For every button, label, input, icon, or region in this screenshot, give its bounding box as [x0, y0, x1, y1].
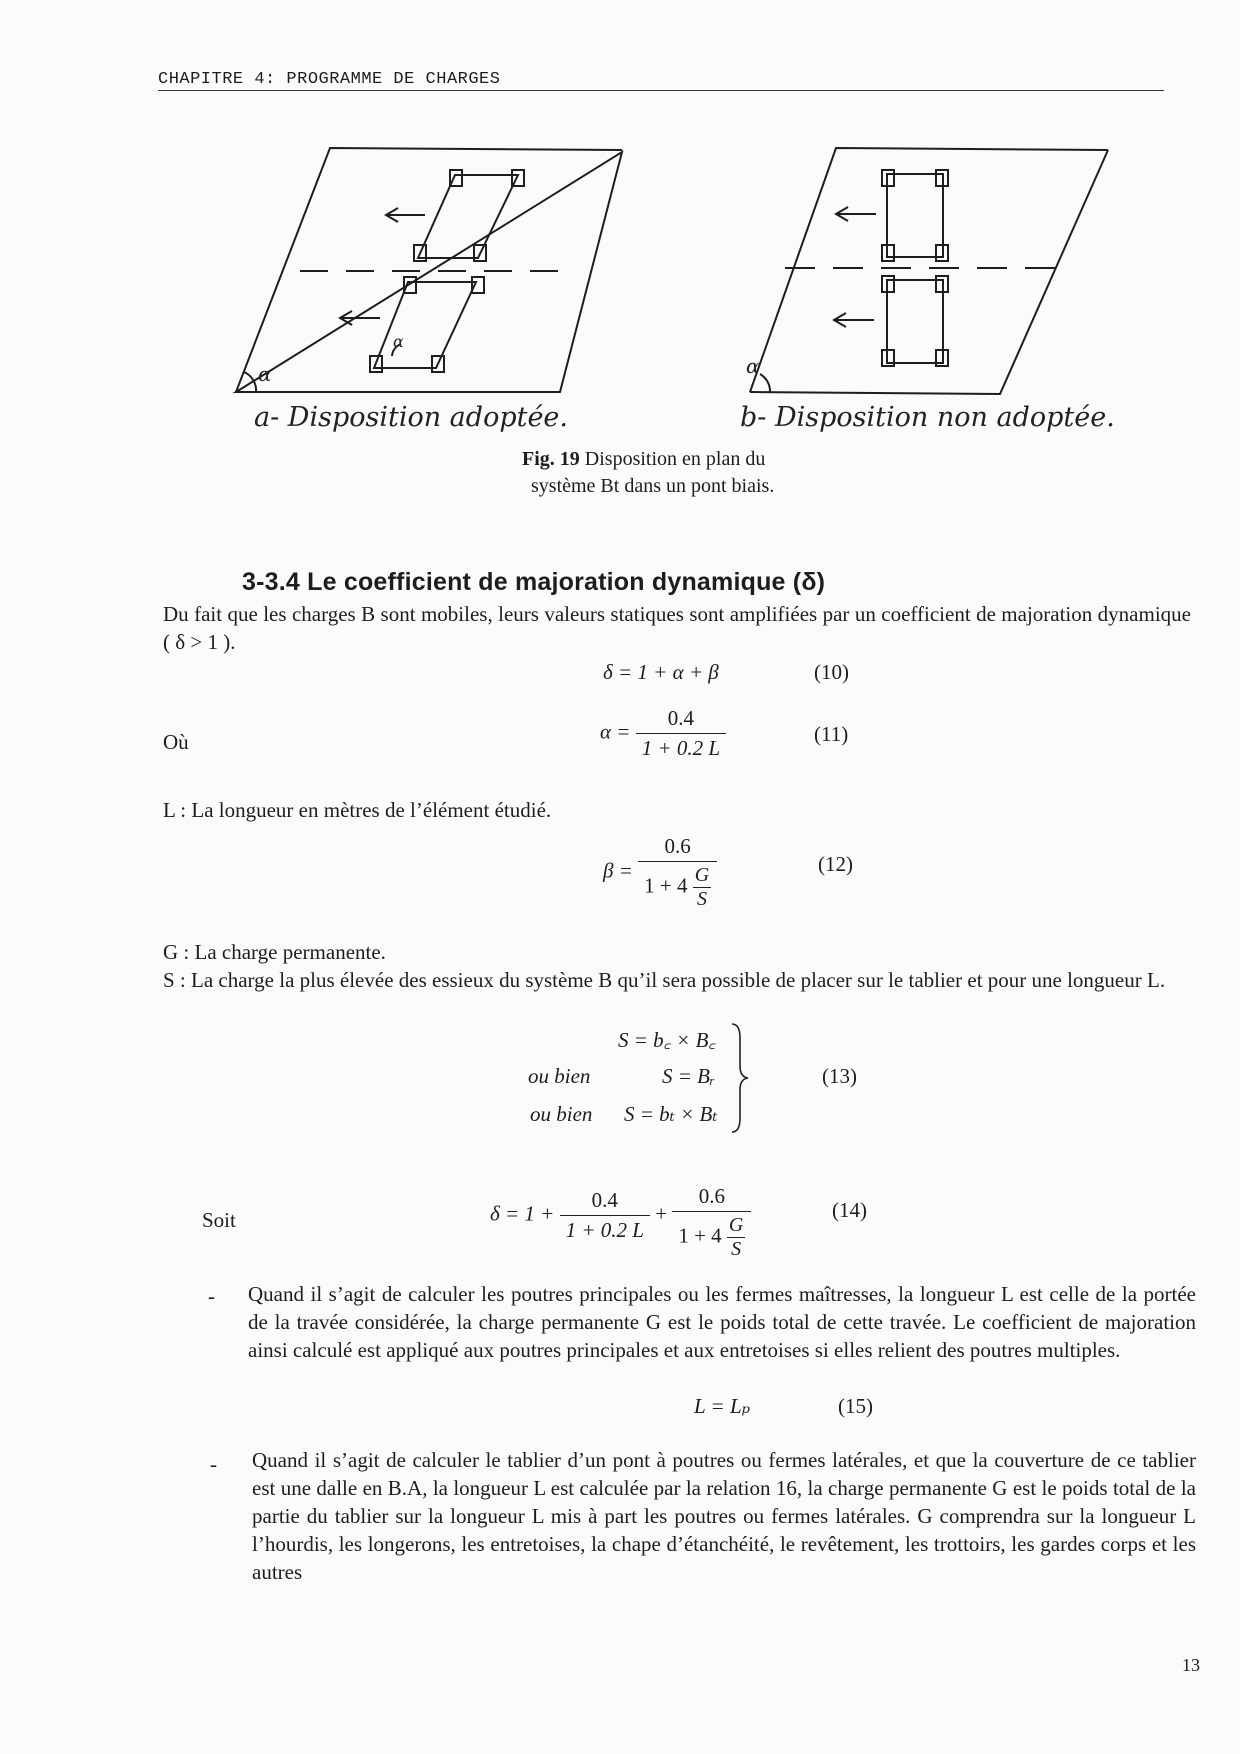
- equation-13-oubien2: ou bien: [530, 1102, 593, 1126]
- chapter-header: CHAPITRE 4: PROGRAMME DE CHARGES: [158, 70, 1164, 91]
- alpha-label-b: α: [746, 354, 760, 378]
- equation-14-numerator-2: 0.6: [672, 1184, 751, 1212]
- equation-12-numerator: 0.6: [638, 834, 717, 862]
- equation-13-line1: S = b꜀ × B꜀: [618, 1028, 716, 1052]
- G-definition: G : La charge permanente.: [163, 940, 386, 964]
- L-definition: L : La longueur en mètres de l’élément étudié.: [163, 798, 552, 822]
- equation-12-number: (12): [818, 852, 853, 876]
- bullet-2-dash: -: [210, 1452, 217, 1476]
- equation-14-plus: +: [655, 1201, 668, 1226]
- page-number: 13: [1182, 1655, 1200, 1675]
- equation-12-lhs: β =: [603, 858, 633, 883]
- equation-15-number: (15): [838, 1394, 873, 1418]
- equation-14-g-over-s: [727, 1214, 745, 1261]
- figure-caption-text1: Disposition en plan du: [584, 448, 766, 470]
- equation-14-numerator-1: 0.4: [560, 1188, 650, 1216]
- figure-19-drawing: [0, 0, 1240, 420]
- S-definition: S : La charge la plus élevée des essieux du système B qu’il sera possible de placer sur le tablier et pour une longueur L.: [163, 968, 1166, 992]
- section-heading: 3-3.4 Le coefficient de majoration dynamique (δ): [242, 568, 826, 596]
- equation-12-denominator: [638, 862, 717, 911]
- equation-13-number: (13): [822, 1064, 857, 1088]
- equation-12: [603, 834, 717, 911]
- equation-10-number: (10): [814, 660, 849, 684]
- soit-label: Soit: [202, 1208, 236, 1232]
- equation-10: δ = 1 + α + β: [603, 660, 719, 684]
- equation-14-S: S: [731, 1238, 742, 1260]
- equation-14-denominator-2: [672, 1212, 751, 1261]
- bullet-1-dash: -: [208, 1284, 215, 1308]
- figure-caption: [522, 446, 774, 500]
- equation-12-fraction: [638, 834, 717, 911]
- equation-12-S: S: [696, 888, 707, 910]
- equation-11-lhs: α =: [600, 719, 631, 744]
- equation-13-line3: S = bₜ × Bₜ: [624, 1102, 718, 1126]
- equation-14-G: G: [728, 1214, 744, 1236]
- equation-14: [490, 1184, 751, 1261]
- equation-11-number: (11): [814, 722, 849, 746]
- alpha-label-a-vehicle: α: [393, 332, 404, 351]
- bullet-2-text: Quand il s’agit de calculer le tablier d’un pont à poutres ou fermes latérales, et que la couverture de ce tablier est une dalle en B.A, la longueur L est calculée par la relation 16, la charge permanente G est le poids total de la partie du tablier sur la longueur L mis à part les poutres ou fermes latérales. G comprendra sur la longueur L l’hourdis, les longerons, les entretoises, la chape d’étanchéité, le revêtement, les trottoirs, les gardes corps et les autres: [252, 1448, 1196, 1584]
- equation-14-lhs: δ = 1 +: [490, 1201, 555, 1226]
- equation-14-number: (14): [832, 1198, 867, 1222]
- equation-12-g-over-s: [693, 864, 711, 911]
- intro-paragraph: Du fait que les charges B sont mobiles, leurs valeurs statiques sont amplifiées par un coefficient de majoration dynamique ( δ > 1 ).: [163, 602, 1191, 654]
- figure-caption-line1: [522, 446, 774, 473]
- equation-12-denominator-base: 1 + 4: [644, 873, 688, 898]
- equation-15: L = Lₚ: [694, 1394, 751, 1418]
- panel-a-frame-partial: [236, 152, 622, 392]
- ou-label: Où: [163, 730, 189, 754]
- equation-13-line2: S = Bᵣ: [662, 1064, 716, 1088]
- alpha-label-a: α: [258, 362, 272, 386]
- equation-14-fraction-1: [560, 1188, 650, 1243]
- equation-12-G: G: [694, 864, 710, 886]
- figure-number: Fig. 19: [522, 448, 580, 470]
- equation-13-brace: [728, 1020, 754, 1136]
- equation-13-oubien1: ou bien: [528, 1064, 591, 1088]
- equation-11-fraction: [636, 706, 726, 761]
- equation-14-denominator-2-base: 1 + 4: [678, 1223, 722, 1248]
- figure-label-b: b- Disposition non adoptée.: [740, 402, 1115, 433]
- figure-caption-line2: système Bt dans un pont biais.: [531, 475, 775, 497]
- equation-14-denominator-1: 1 + 0.2 L: [565, 1218, 644, 1242]
- equation-14-fraction-2: [672, 1184, 751, 1261]
- equation-11-denominator: 1 + 0.2 L: [641, 736, 721, 760]
- bullet-1-text: Quand il s’agit de calculer les poutres principales ou les fermes maîtresses, la longueur L est celle de la portée de la travée considérée, la charge permanente G est le poids total de cette travée. Le coefficient de majoration ainsi calculé est appliqué aux poutres principales et aux entretoises si elles relient des poutres multiples.: [248, 1282, 1196, 1362]
- figure-label-a: a- Disposition adoptée.: [254, 402, 568, 433]
- equation-11-numerator: 0.4: [636, 706, 726, 734]
- equation-11: [600, 706, 726, 761]
